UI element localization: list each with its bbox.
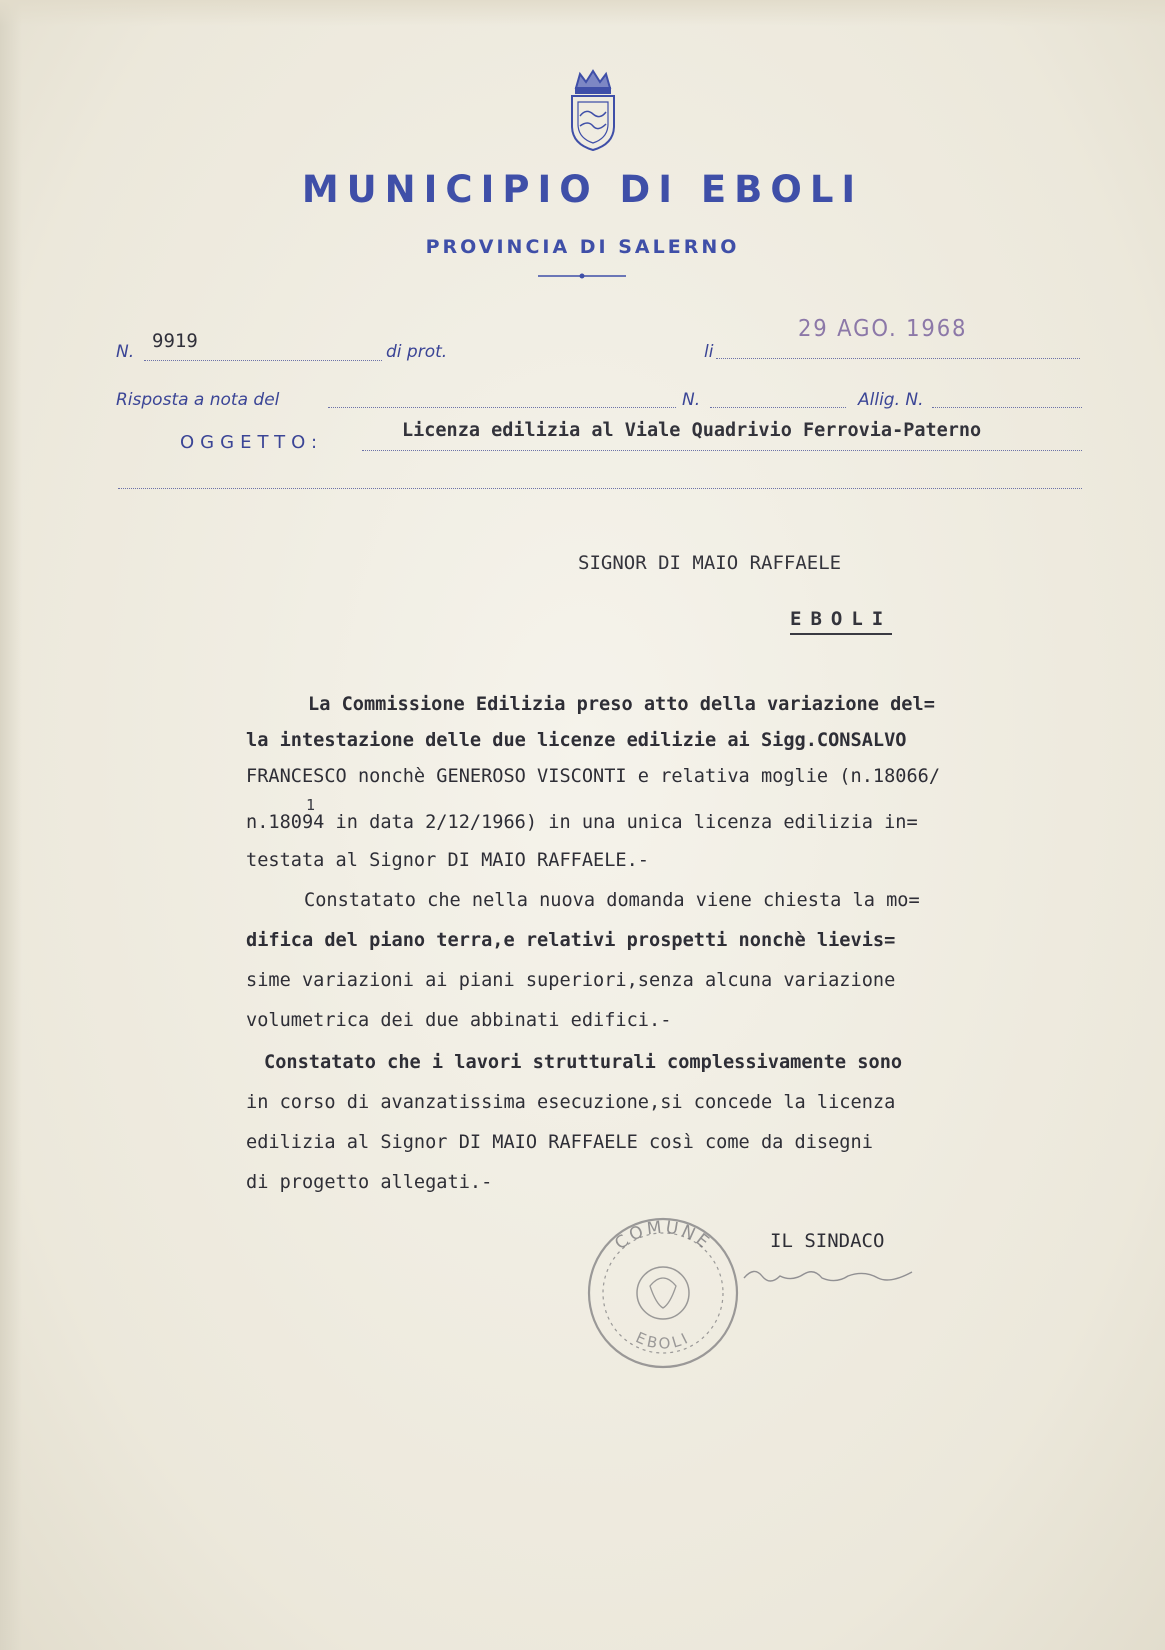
- decorative-rule: [538, 272, 626, 280]
- handwritten-signature: [740, 1262, 920, 1292]
- date-stamp: 29 AGO. 1968: [798, 316, 968, 342]
- mayor-title: IL SINDACO: [770, 1230, 885, 1252]
- body-line-2: la intestazione delle due licenze edilizie ai Sigg.CONSALVO: [246, 730, 907, 751]
- paper-top-shadow: [0, 0, 1165, 26]
- attachments-label: Allig. N.: [858, 390, 924, 410]
- subject-dotted-line: [362, 450, 1082, 451]
- protocol-dotted-line: [144, 360, 382, 361]
- body-line-1: La Commissione Edilizia preso atto della variazione del=: [308, 694, 935, 715]
- seal-bottom-text: EBOLI: [633, 1328, 694, 1353]
- protocol-number-label: N.: [116, 342, 135, 362]
- municipal-seal: [578, 1208, 748, 1378]
- subject-second-dotted-line: [118, 488, 1082, 489]
- body-line-3: FRANCESCO nonchè GENEROSO VISCONTI e relativa moglie (n.18066/: [246, 766, 941, 787]
- attachments-dotted-line: [932, 407, 1082, 408]
- reply-label: Risposta a nota del: [116, 390, 280, 410]
- subject-text: Licenza edilizia al Viale Quadrivio Ferrovia-Paterno: [402, 420, 982, 441]
- body-line-5: testata al Signor DI MAIO RAFFAELE.-: [246, 850, 649, 871]
- body-line-10: Constatato che i lavori strutturali complessivamente sono: [264, 1052, 903, 1073]
- body-line-12: edilizia al Signor DI MAIO RAFFAELE così come da disegni: [246, 1132, 873, 1153]
- body-line-11: in corso di avanzatissima esecuzione,si concede la licenza: [246, 1092, 896, 1113]
- reply-number-label: N.: [682, 390, 701, 410]
- coat-of-arms-icon: [566, 68, 620, 152]
- protocol-number: 9919: [152, 330, 198, 352]
- body-line-8: sime variazioni ai piani superiori,senza alcuna variazione: [246, 970, 896, 991]
- body-line-9: volumetrica dei due abbinati edifici.-: [246, 1010, 672, 1031]
- body-line-6: Constatato che nella nuova domanda viene chiesta la mo=: [304, 890, 920, 911]
- body-line-13: di progetto allegati.-: [246, 1172, 493, 1193]
- municipality-title: MUNICIPIO DI EBOLI: [301, 168, 864, 211]
- date-label: li: [704, 342, 714, 362]
- seal-top-text: COMUNE: [611, 1217, 715, 1255]
- addressee-name: SIGNOR DI MAIO RAFFAELE: [578, 552, 842, 574]
- reply-number-dotted-line: [710, 407, 846, 408]
- addressee-city: EBOLI: [790, 608, 892, 635]
- handwritten-correction: 1: [306, 796, 316, 814]
- protocol-suffix-label: di prot.: [386, 342, 448, 362]
- date-dotted-line: [716, 358, 1080, 359]
- body-line-4: n.18094 in data 2/12/1966) in una unica licenza edilizia in=: [246, 812, 918, 833]
- province-subtitle: PROVINCIA DI SALERNO: [425, 236, 740, 258]
- reply-dotted-line: [328, 407, 676, 408]
- body-line-7: difica del piano terra,e relativi prospetti nonchè lievis=: [246, 930, 896, 951]
- subject-label: OGGETTO:: [180, 432, 324, 453]
- svg-text:COMUNE: [611, 1217, 715, 1254]
